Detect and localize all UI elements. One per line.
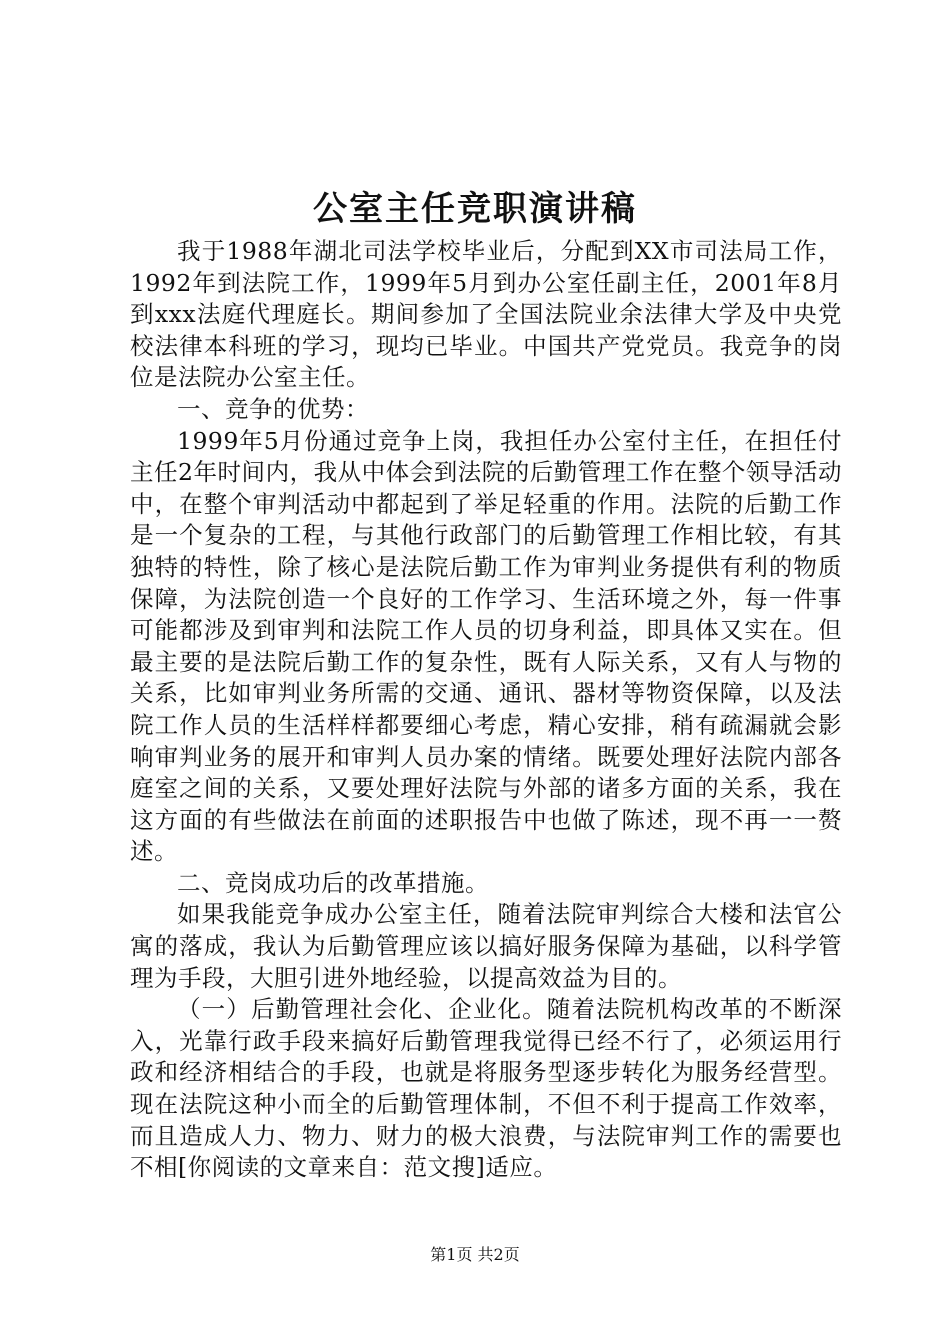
paragraph-reform-intro: 如果我能竞争成办公室主任，随着法院审判综合大楼和法官公寓的落成，我认为后勤管理应该以搞好服务保障为基础，以科学管理为手段，大胆引进外地经验，以提高效益为目的。 xyxy=(130,900,842,992)
document-body xyxy=(130,236,842,1184)
paragraph-intro: 我于1988年湖北司法学校毕业后，分配到XX市司法局工作，1992年到法院工作，1999年5月到办公室任副主任，2001年8月到xxx法庭代理庭长。期间参加了全国法院业余法律大学及中央党校法律本科班的学习，现均已毕业。中国共产党党员。我竞争的岗位是法院办公室主任。 xyxy=(130,237,842,392)
heading-reform-measures: 二、竞岗成功后的改革措施。 xyxy=(177,868,489,897)
paragraph-reform-item-1: （一）后勤管理社会化、企业化。随着法院机构改革的不断深入，光靠行政手段来搞好后勤管理我觉得已经不行了，必须运用行政和经济相结合的手段，也就是将服务型逐步转化为服务经营型。现在法院这种小而全的后勤管理体制，不但不利于提高工作效率，而且造成人力、物力、财力的极大浪费，与法院审判工作的需要也不相[你阅读的文章来自：范文搜]适应。 xyxy=(130,995,842,1182)
heading-advantages: 一、竞争的优势： xyxy=(177,394,369,423)
page-number-footer: 第1页 共2页 xyxy=(430,1245,520,1264)
paragraph-advantages: 1999年5月份通过竞争上岗，我担任办公室付主任，在担任付主任2年时间内，我从中体会到法院的后勤管理工作在整个领导活动中，在整个审判活动中都起到了举足轻重的作用。法院的后勤工作是一个复杂的工程，与其他行政部门的后勤管理工作相比较，有其独特的特性，除了核心是法院后勤工作为审判业务提供有利的物质保障，为法院创造一个良好的工作学习、生活环境之外，每一件事可能都涉及到审判和法院工作人员的切身利益，即具体又实在。但最主要的是法院后勤工作的复杂性，既有人际关系，又有人与物的关系，比如审判业务所需的交通、通讯、器材等物资保障，以及法院工作人员的生活样样都要细心考虑，精心安排，稍有疏漏就会影响审判业务的展开和审判人员办案的情绪。既要处理好法院内部各庭室之间的关系，又要处理好法院与外部的诸多方面的关系，我在这方面的有些做法在前面的述职报告中也做了陈述，现不再一一赘述。 xyxy=(130,426,842,866)
document-title: 公室主任竞职演讲稿 xyxy=(313,189,637,229)
